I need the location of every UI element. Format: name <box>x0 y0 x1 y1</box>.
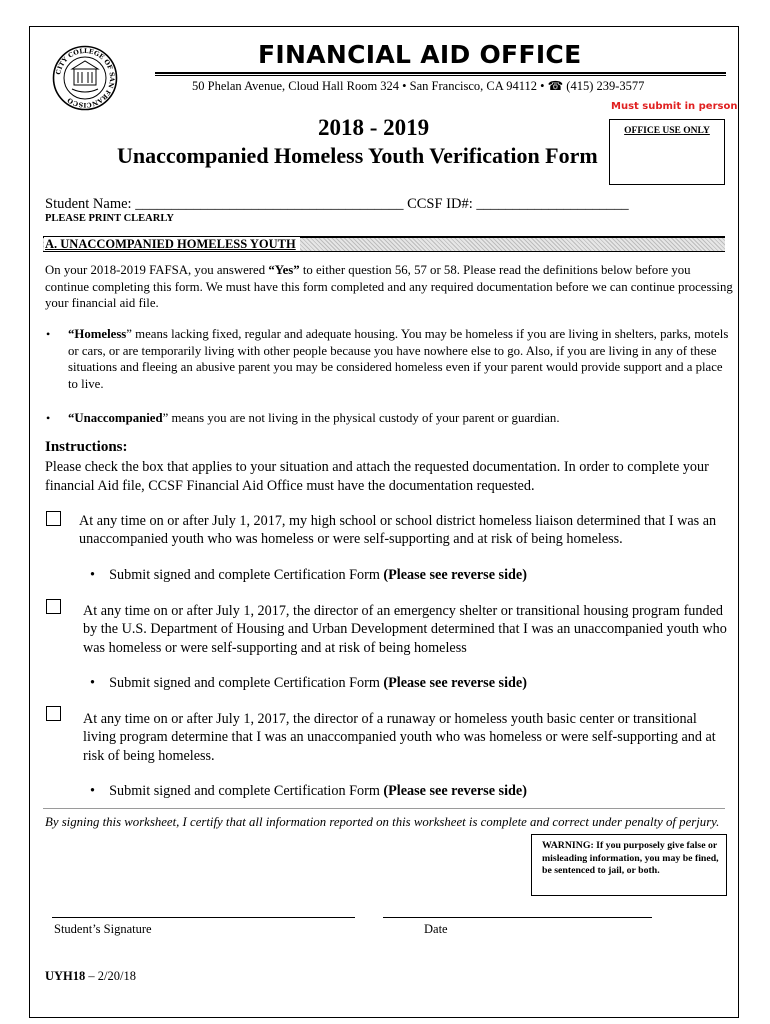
section-a-title: A. UNACCOMPANIED HOMELESS YOUTH <box>44 237 300 251</box>
student-name-id-field[interactable]: Student Name: _____________________________________ CCSF ID#: _____________________ <box>45 196 629 212</box>
option-1-text: At any time on or after July 1, 2017, my high school or school district homeless liaison determined that I was an unaccompanied youth who was homeless or were self-supporting and at risk of being homeless. <box>79 513 717 548</box>
college-seal-logo <box>52 45 118 111</box>
academic-year: 2018 - 2019 <box>318 115 430 140</box>
svg-text:CITY COLLEGE OF SAN FRANCISCO <box>54 47 116 109</box>
option-3-submit: • Submit signed and complete Certification Form (Please see reverse side) <box>90 783 527 799</box>
intro-paragraph: On your 2018-2019 FAFSA, you answered “Yes” to either question 56, 57 or 58. Please read the definitions below before you continue completing this form. We must have this form completed and any required documentation before we can continue processing your financial aid file. <box>45 263 733 310</box>
option-2-submit: • Submit signed and complete Certification Form (Please see reverse side) <box>90 675 527 691</box>
header-rule-thin <box>155 75 726 76</box>
option-3-checkbox[interactable] <box>46 706 61 721</box>
seal-text: CITY COLLEGE OF SAN FRANCISCO <box>54 46 117 110</box>
print-clearly-note: PLEASE PRINT CLEARLY <box>45 213 174 224</box>
divider <box>43 808 725 809</box>
instructions-text: Please check the box that applies to your situation and attach the requested documentation. In order to complete your financial Aid file, CCSF Financial Aid Office must have the documentation requested. <box>45 459 709 494</box>
option-2-text: At any time on or after July 1, 2017, the director of an emergency shelter or transitional housing program funded by the U.S. Department of Housing and Urban Development determined that I was an unaccompanied youth who was homeless or were self-supporting and at risk of being homeless <box>83 603 727 656</box>
option-1-submit: • Submit signed and complete Certification Form (Please see reverse side) <box>90 567 527 583</box>
date-label: Date <box>424 922 448 936</box>
instructions-heading: Instructions: <box>45 439 128 455</box>
unaccompanied-definition: “Unaccompanied” means you are not living in the physical custody of your parent or guardian. <box>68 411 560 425</box>
office-use-label: OFFICE USE ONLY <box>624 126 710 136</box>
header-rule <box>155 72 726 74</box>
date-line[interactable] <box>383 917 652 918</box>
warning-box: WARNING: If you purposely give false or misleading information, you may be fined, be sentenced to jail, or both. <box>531 834 727 896</box>
option-1-checkbox[interactable] <box>46 511 61 526</box>
bullet-icon: • <box>46 327 51 341</box>
office-address: 50 Phelan Avenue, Cloud Hall Room 324 • San Francisco, CA 94112 • ☎ (415) 239-3577 <box>192 79 645 93</box>
option-3-text: At any time on or after July 1, 2017, the director of a runaway or homeless youth basic center or transitional living program determine that I was an unaccompanied youth who was homeless or were self-supporting and at risk of being homeless. <box>83 711 716 764</box>
student-signature-line[interactable] <box>52 917 355 918</box>
form-title: Unaccompanied Homeless Youth Verification Form <box>117 143 598 168</box>
office-title: FINANCIAL AID OFFICE <box>258 40 582 69</box>
office-use-box <box>609 119 725 185</box>
homeless-definition: “Homeless” means lacking fixed, regular and adequate housing. You may be homeless if you are living in shelters, parks, motels or cars, or are temporarily living with other people because you have nowhere else to go. Also, if you are living in any of these situations and fleeing an abusive parent you may be considered homeless even if your parent would provide support and a place to live. <box>68 327 729 391</box>
form-code: UYH18 – 2/20/18 <box>45 969 136 983</box>
must-submit-notice: Must submit in person <box>611 101 738 112</box>
student-signature-label: Student’s Signature <box>54 922 152 936</box>
option-2-checkbox[interactable] <box>46 599 61 614</box>
bullet-icon: • <box>46 411 51 425</box>
perjury-statement: By signing this worksheet, I certify that all information reported on this worksheet is complete and correct under penalty of perjury. <box>45 815 720 829</box>
